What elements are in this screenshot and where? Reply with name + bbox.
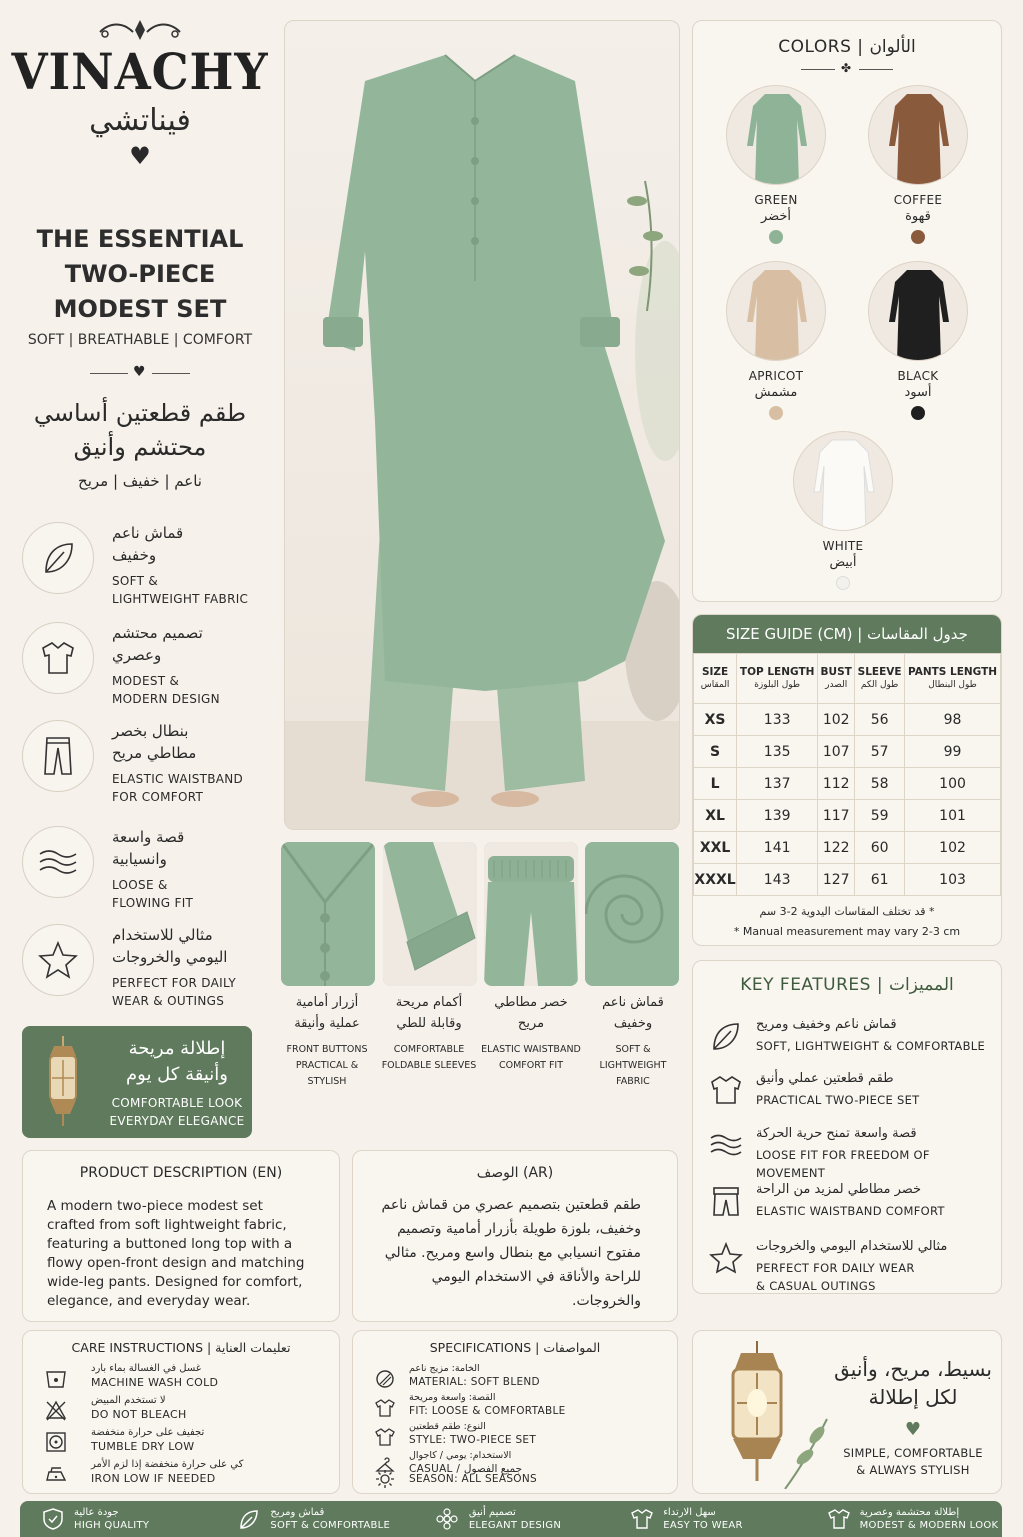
color-preview — [726, 261, 826, 361]
spec-ar: النوع: طقم قطعتين — [409, 1421, 486, 1432]
footer-item — [609, 1501, 805, 1537]
spec-item — [375, 1473, 675, 1503]
color-name-ar: مشمش — [754, 385, 798, 400]
footer-item — [20, 1501, 216, 1537]
product-main-image — [284, 20, 680, 830]
care-item — [45, 1459, 345, 1489]
color-swatch-apricot[interactable] — [716, 261, 836, 420]
key-feature-item — [709, 1071, 999, 1117]
detail-caption: أزرار أمامية عملية وأنيقة FRONT BUTTONS PRACTICAL & STYLISH — [286, 995, 368, 1087]
feature-ar: تصميم محتشم وعصري — [112, 624, 203, 664]
care-ar: لا تستخدم المبيض — [91, 1395, 166, 1406]
care-en: TUMBLE DRY LOW — [91, 1440, 195, 1453]
feature-ar: بنطال بخصر مطاطي مريح — [112, 722, 197, 762]
spec-item — [375, 1421, 675, 1451]
care-item — [45, 1395, 345, 1425]
color-dot — [911, 406, 925, 420]
color-name: COFFEE — [893, 193, 943, 207]
brand-name-ar: فيناتشي — [89, 103, 191, 138]
iron-icon — [45, 1463, 67, 1485]
table-cell: XXL — [694, 832, 737, 864]
care-en: IRON LOW IF NEEDED — [91, 1472, 216, 1485]
color-name: WHITE — [822, 539, 864, 553]
tumble-dry-icon — [45, 1431, 67, 1453]
description-ar-body: طقم قطعتين بتصميم عصري من قماش ناعم وخفيف، بلوزة طويلة بأزرار أمامية وتصميم مفتوح انسيابي مع بنطال واسع ومريح. مثالي للراحة والأناقة في الاستخدام اليومي والخروجات. — [381, 1197, 641, 1309]
color-name-ar: قهوة — [905, 209, 931, 224]
feature-en: SOFT & LIGHTWEIGHT FABRIC — [112, 574, 249, 606]
color-name-ar: أخضر — [760, 209, 792, 224]
table-cell: 141 — [737, 832, 818, 864]
heart-icon: ♥ — [129, 142, 151, 170]
key-features — [692, 960, 1002, 1294]
table-cell: 101 — [905, 800, 1001, 832]
table-cell: 127 — [818, 864, 855, 896]
size-table-header: PANTS LENGTH طول البنطال — [905, 654, 1001, 704]
care-en: DO NOT BLEACH — [91, 1408, 187, 1421]
spec-item — [375, 1392, 675, 1422]
arabic-title-line: محتشم وأنيق — [73, 433, 207, 461]
brand-name: VINACHY — [11, 42, 269, 101]
footer-ar: قماش ومريح — [270, 1506, 325, 1518]
color-name: APRICOT — [748, 369, 804, 383]
color-name-ar: أسود — [904, 385, 932, 400]
shirt-icon — [22, 622, 94, 694]
table-cell: S — [694, 736, 737, 768]
detail-caption: خصر مطاطي مريح ELASTIC WAISTBAND COMFORT FIT — [481, 995, 581, 1071]
description-en — [22, 1150, 340, 1322]
care-ar: غسل في الغسالة بماء بارد — [91, 1363, 202, 1374]
wash-icon — [45, 1367, 67, 1389]
table-cell: 56 — [855, 704, 905, 736]
key-features-title: KEY FEATURES | المميزات — [740, 975, 954, 995]
table-row — [694, 736, 1001, 768]
feature-item — [22, 522, 272, 612]
specifications — [352, 1330, 678, 1494]
heart-icon: ♥ — [133, 364, 146, 380]
flower-icon — [435, 1507, 459, 1531]
look-banner — [22, 1026, 252, 1138]
footer-ar: سهل الارتداء — [663, 1506, 716, 1518]
shirt-icon — [828, 1508, 850, 1530]
tagline: SOFT | BREATHABLE | COMFORT — [27, 332, 253, 348]
size-table — [693, 653, 1001, 896]
size-note-ar: * قد تختلف المقاسات اليدوية 2-3 سم — [759, 905, 935, 918]
shirt-icon — [631, 1508, 653, 1530]
table-cell: 58 — [855, 768, 905, 800]
slogan-ar: بسيط، مريح، وأنيق لكل إطلالة — [834, 1357, 992, 1409]
color-dot — [836, 576, 850, 590]
footer-ar: إطلالة محتشمة وعصرية — [859, 1506, 960, 1518]
care-ar: تجفيف على حرارة منخفضة — [91, 1427, 205, 1438]
spec-ar: القصة: واسعة ومريحة — [409, 1392, 496, 1403]
table-cell: 117 — [818, 800, 855, 832]
table-cell: L — [694, 768, 737, 800]
footer-en: EASY TO WEAR — [663, 1519, 743, 1531]
waves-icon — [22, 826, 94, 898]
spec-item — [375, 1363, 675, 1393]
key-feature-ar: خصر مطاطي لمزيد من الراحة — [756, 1182, 922, 1197]
care-ar: كي على حرارة منخفضة إذا لزم الأمر — [91, 1459, 244, 1470]
key-feature-ar: قماش ناعم وخفيف ومريح — [756, 1017, 897, 1032]
look-ar: إطلالة مريحة وأنيقة كل يوم — [126, 1038, 228, 1085]
table-cell: 112 — [818, 768, 855, 800]
size-table-header: SLEEVE طول الكم — [855, 654, 905, 704]
footer-ar: تصميم أنيق — [468, 1506, 516, 1518]
slogan-panel — [692, 1330, 1002, 1494]
no-bleach-icon — [45, 1399, 67, 1421]
ornament-icon — [95, 18, 185, 42]
colors-panel — [692, 20, 1002, 602]
size-guide-title: SIZE GUIDE (CM) | جدول المقاسات — [693, 615, 1001, 653]
color-name: BLACK — [897, 369, 939, 383]
footer-ar: جودة عالية — [74, 1506, 119, 1518]
detail-image-fabric — [585, 842, 679, 986]
table-cell: 57 — [855, 736, 905, 768]
description-ar-title: الوصف (AR) — [476, 1165, 554, 1181]
look-en: COMFORTABLE LOOK EVERYDAY ELEGANCE — [109, 1096, 245, 1128]
color-preview — [868, 85, 968, 185]
spec-en: SEASON: ALL SEASONS — [409, 1473, 537, 1485]
lantern-icon — [707, 1339, 833, 1489]
table-cell: 99 — [905, 736, 1001, 768]
size-note — [693, 902, 1001, 942]
detail-caption: قماش ناعم وخفيف SOFT & LIGHTWEIGHT FABRIC — [599, 995, 667, 1087]
color-preview — [793, 431, 893, 531]
footer-bar — [20, 1501, 1002, 1537]
star-icon — [709, 1241, 743, 1275]
detail-image-waistband — [484, 842, 578, 986]
table-cell: 135 — [737, 736, 818, 768]
slogan-en: SIMPLE, COMFORTABLE & ALWAYS STYLISH — [843, 1446, 983, 1477]
colors-title: COLORS | الألوان — [778, 37, 916, 57]
table-cell: 102 — [818, 704, 855, 736]
feature-ar: قصة واسعة وانسيابية — [112, 828, 185, 868]
table-cell: XXXL — [694, 864, 737, 896]
heart-icon: ♥ — [904, 1419, 922, 1440]
key-feature-en: LOOSE FIT FOR FREEDOM OF MOVEMENT — [756, 1148, 930, 1180]
arabic-title-line: طقم قطعتين أساسي — [33, 399, 247, 427]
detail-caption: أكمام مريحة وقابلة للطي COMFORTABLE FOLDABLE SLEEVES — [381, 995, 477, 1071]
divider — [90, 364, 190, 384]
table-cell: 61 — [855, 864, 905, 896]
waves-icon — [709, 1128, 743, 1162]
table-row — [694, 704, 1001, 736]
feature-en: PERFECT FOR DAILY WEAR & OUTINGS — [112, 976, 236, 1008]
key-feature-en: PRACTICAL TWO-PIECE SET — [756, 1093, 920, 1107]
feature-item — [22, 924, 272, 1014]
size-table-header: SIZE المقاس — [694, 654, 737, 704]
table-cell: 143 — [737, 864, 818, 896]
table-cell: 59 — [855, 800, 905, 832]
spec-en: STYLE: TWO-PIECE SET — [409, 1434, 537, 1446]
specs-title: SPECIFICATIONS | المواصفات — [429, 1340, 601, 1355]
care-item — [45, 1427, 345, 1457]
shirt-icon — [709, 1073, 743, 1107]
color-swatch-green[interactable] — [716, 85, 836, 244]
key-feature-ar: طقم قطعتين عملي وأنيق — [756, 1071, 894, 1086]
leaf-icon — [22, 522, 94, 594]
title-line: TWO-PIECE — [64, 260, 216, 288]
feature-item — [22, 720, 272, 810]
spec-en: CASUAL / جميع الفصول — [409, 1463, 523, 1475]
lantern-icon — [40, 1034, 86, 1130]
color-dot — [769, 406, 783, 420]
fabric-icon — [375, 1369, 395, 1389]
size-guide — [692, 614, 1002, 946]
footer-en: MODEST & MODERN LOOK — [859, 1519, 999, 1531]
table-cell: 139 — [737, 800, 818, 832]
shield-icon — [42, 1507, 64, 1531]
key-feature-en: SOFT, LIGHTWEIGHT & COMFORTABLE — [756, 1039, 986, 1053]
size-table-header: TOP LENGTH طول البلوزة — [737, 654, 818, 704]
color-dot — [769, 230, 783, 244]
footer-en: HIGH QUALITY — [74, 1519, 150, 1531]
table-cell: 107 — [818, 736, 855, 768]
table-cell: 103 — [905, 864, 1001, 896]
key-feature-en: PERFECT FOR DAILY WEAR & CASUAL OUTINGS — [756, 1261, 915, 1293]
table-cell: 98 — [905, 704, 1001, 736]
care-instructions — [22, 1330, 340, 1494]
detail-image-buttons — [281, 842, 375, 986]
key-feature-ar: قصة واسعة تمنح حرية الحركة — [756, 1126, 917, 1141]
feature-en: ELASTIC WAISTBAND FOR COMFORT — [112, 772, 244, 804]
detail-image-sleeve — [383, 842, 477, 986]
size-table-header: BUST الصدر — [818, 654, 855, 704]
shirt-icon — [375, 1398, 395, 1418]
sun-icon — [375, 1469, 395, 1489]
feature-item — [22, 622, 272, 712]
care-en: MACHINE WASH COLD — [91, 1376, 219, 1389]
description-ar — [352, 1150, 678, 1322]
leaf-icon — [709, 1019, 743, 1053]
color-preview — [726, 85, 826, 185]
table-cell: XL — [694, 800, 737, 832]
spec-ar: الخامة: مزيج ناعم — [409, 1363, 480, 1374]
color-name-ar: أبيض — [829, 555, 857, 570]
pants-icon — [22, 720, 94, 792]
description-en-title: PRODUCT DESCRIPTION (EN) — [79, 1165, 283, 1181]
shirt-icon — [375, 1427, 395, 1447]
footer-item — [216, 1501, 412, 1537]
waistband-icon — [709, 1184, 743, 1218]
key-feature-en: ELASTIC WAISTBAND COMFORT — [756, 1204, 945, 1218]
care-item — [45, 1363, 345, 1393]
title-line: THE ESSENTIAL — [36, 225, 244, 253]
outfit-illustration — [285, 21, 680, 830]
table-cell: 100 — [905, 768, 1001, 800]
table-row — [694, 768, 1001, 800]
key-feature-item — [709, 1126, 999, 1180]
footer-item — [806, 1501, 1002, 1537]
color-name: GREEN — [754, 193, 798, 207]
spec-en: MATERIAL: SOFT BLEND — [409, 1376, 540, 1388]
star-icon — [22, 924, 94, 996]
key-feature-item — [709, 1182, 999, 1228]
table-row — [694, 832, 1001, 864]
spec-ar: الاستخدام: يومي / كاجوال — [409, 1450, 512, 1461]
size-note-en: * Manual measurement may vary 2-3 cm — [733, 925, 961, 938]
description-en-body: A modern two-piece modest set crafted from soft lightweight fabric, featuring a buttoned long top with a flowy open-front design and matching wide-leg pants. Designed for comfort, elegance, and everyday wear. — [47, 1198, 305, 1309]
arabic-tags: ناعم | خفيف | مريح — [78, 472, 202, 490]
table-cell: 137 — [737, 768, 818, 800]
key-feature-item — [709, 1239, 999, 1293]
title-line: MODEST SET — [53, 295, 227, 323]
spec-en: FIT: LOOSE & COMFORTABLE — [409, 1405, 566, 1417]
page-title — [0, 222, 280, 327]
table-cell: 122 — [818, 832, 855, 864]
leaf-icon — [238, 1508, 260, 1530]
table-row — [694, 800, 1001, 832]
footer-item — [413, 1501, 609, 1537]
color-swatch-white[interactable] — [783, 431, 903, 590]
table-row — [694, 864, 1001, 896]
table-cell: 60 — [855, 832, 905, 864]
feature-en: MODEST & MODERN DESIGN — [112, 674, 220, 706]
footer-en: ELEGANT DESIGN — [468, 1519, 562, 1531]
table-cell: XS — [694, 704, 737, 736]
table-cell: 102 — [905, 832, 1001, 864]
color-swatch-coffee[interactable] — [858, 85, 978, 244]
divider: ✤ — [693, 61, 1001, 77]
color-dot — [911, 230, 925, 244]
color-swatch-black[interactable] — [858, 261, 978, 420]
feature-en: LOOSE & FLOWING FIT — [112, 878, 194, 910]
key-feature-ar: مثالي للاستخدام اليومي والخروجات — [756, 1239, 948, 1254]
feature-ar: قماش ناعم وخفيف — [112, 524, 184, 564]
table-cell: 133 — [737, 704, 818, 736]
care-title: CARE INSTRUCTIONS | تعليمات العناية — [71, 1340, 291, 1355]
brand-block — [0, 18, 280, 170]
color-preview — [868, 261, 968, 361]
key-feature-item — [709, 1017, 999, 1063]
feature-ar: مثالي للاستخدام اليومي والخروجات — [112, 926, 228, 966]
arabic-title — [0, 396, 280, 464]
feature-item — [22, 826, 272, 916]
footer-en: SOFT & COMFORTABLE — [270, 1519, 391, 1531]
